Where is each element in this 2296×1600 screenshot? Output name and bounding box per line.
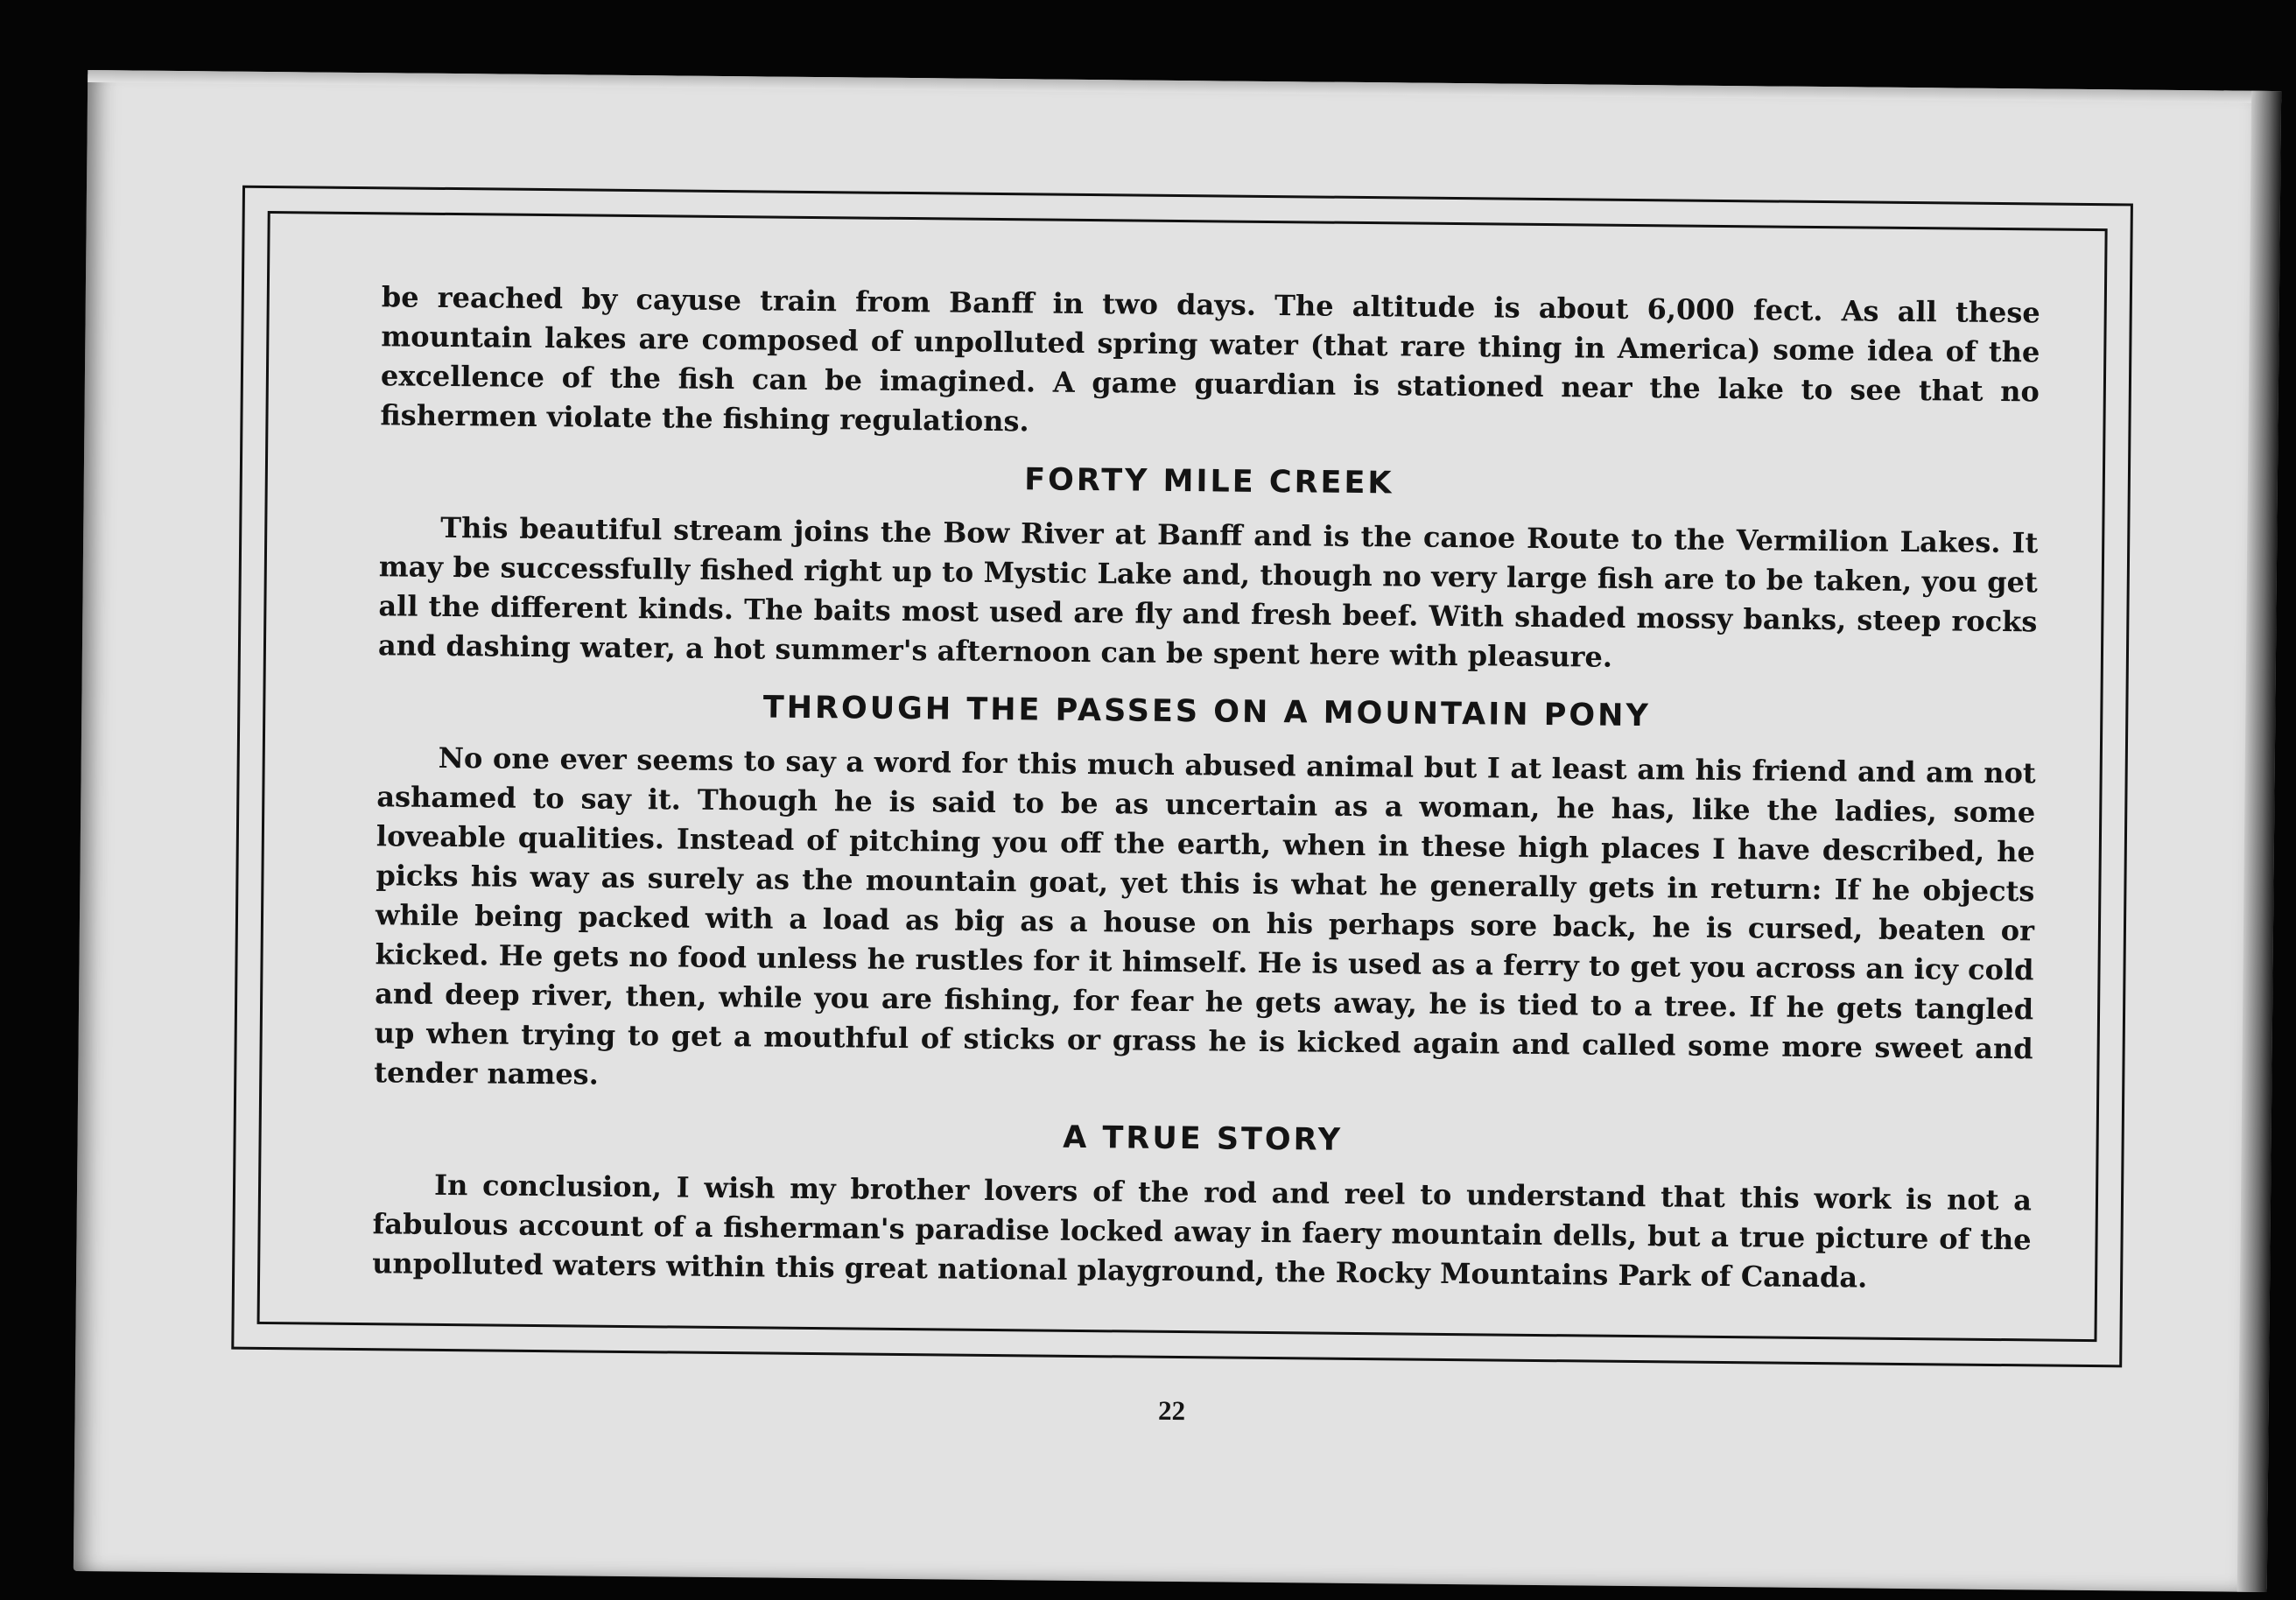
page-number: 22 xyxy=(1157,1394,1186,1427)
section-heading-forty-mile-creek: FORTY MILE CREEK xyxy=(1024,462,1394,502)
book-page xyxy=(74,70,2281,1592)
page-top-edge xyxy=(88,70,2281,103)
text-body xyxy=(372,277,2040,1299)
paragraph-true-story: In conclusion, I wish my brother lovers of the rod and reel to understand that this work is not a fabulous account of a fisherman's paradise locked away in faery mountain dells, but a true picture of the unpolluted waters within this great national playground, the Rocky Mountains Park of Canada. xyxy=(372,1168,2033,1295)
paragraph-mountain-pony: No one ever seems to say a word for this much abused animal but I at least am his friend and am not ashamed to say it. Though he is said to be as uncertain as a woman, he has, like the ladies, some loveable qualities. Instead of pitching you off the earth, when in these high places I have described, he picks his way as surely as the mountain goat, yet this is what he generally gets in return: If he objects while being packed with a load as big as a house on his perhaps sore back, he is cursed, beaten or kicked. He gets no food unless he rustles for it himself. He is used as a ferry to get you across an icy cold and deep river, then, while you are fishing, for fear he gets away, he is tied to a tree. If he gets tangled up when trying to get a mouthful of sticks or grass he is kicked again and called some more sweet and tender names. xyxy=(374,740,2036,1091)
outer-border-frame xyxy=(231,186,2133,1368)
paragraph-forty-mile-creek: This beautiful stream joins the Bow River at Banff and is the canoe Route to the Vermilion Lakes. It may be successfully fished right up to Mystic Lake and, though no very large fish are to be taken, you get all the different kinds. The baits most used are fly and fresh beef. With shaded mossy banks, steep rocks and dashing water, a hot summer's afternoon can be spent here with pleasure. xyxy=(377,510,2039,674)
inner-border-frame xyxy=(257,211,2108,1342)
section-heading-mountain-pony: THROUGH THE PASSES ON A MOUNTAIN PONY xyxy=(762,690,1651,734)
section-heading-true-story: A TRUE STORY xyxy=(1063,1119,1344,1158)
page-gutter xyxy=(2237,91,2281,1592)
paragraph-continuation: be reached by cayuse train from Banff in two days. The altitude is about 6,000 fect. As all these mountain lakes are composed of unpolluted spring water (that rare thing in America) some idea of the excellence of the fish can be imagined. A game guardian is stationed near the lake to see that no fishermen violate the fishing regulations. xyxy=(380,280,2040,439)
